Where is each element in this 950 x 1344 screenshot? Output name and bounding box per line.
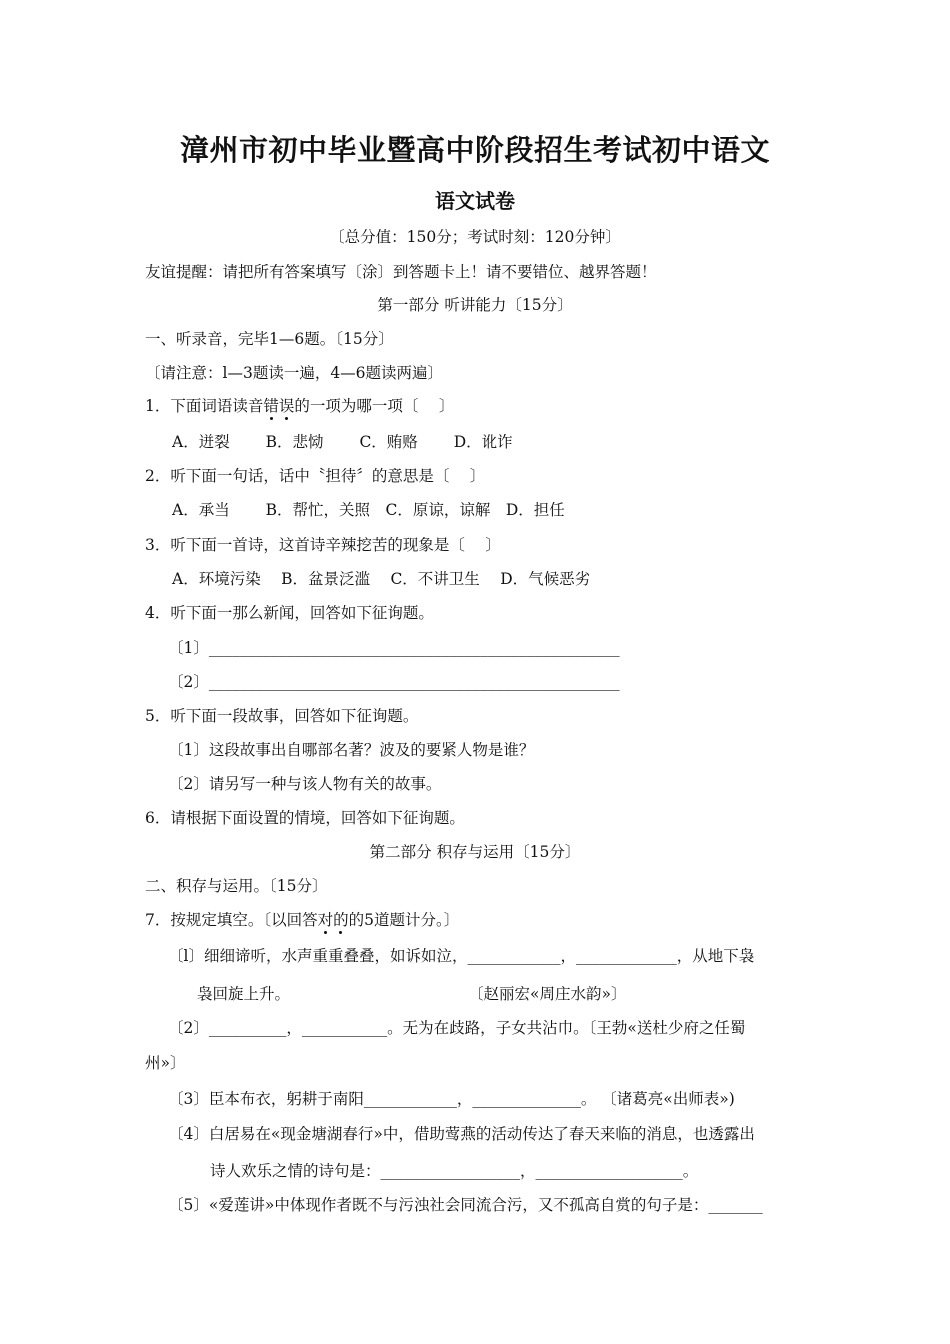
q7-item1-line1: 〔l〕细细谛听，水声重重叠叠，如诉如泣，____________，_____________，从地下袅 (168, 947, 755, 965)
answer-blank-line: 〔1〕_____________________________________________________ (168, 639, 620, 657)
q7-item4-line1: 〔4〕白居易在«现金塘湖春行»中，借助莺燕的活动传达了春天来临的消息，也透露出 (168, 1125, 755, 1143)
question-7-prefix: 7．按规定填空。〔以回答 (145, 911, 318, 929)
question-6-stem: 6．请根据下面设置的情境，回答如下征询题。 (145, 809, 465, 827)
question-5-stem: 5．听下面一段故事，回答如下征询题。 (145, 707, 419, 725)
section2-heading: 二、积存与运用。〔15分〕 (145, 877, 328, 895)
q7-item2-line1: 〔2〕__________，___________。无为在歧路，子女共沾巾。〔王勃«送杜少府之任蜀 (168, 1019, 746, 1037)
exam-subtitle: 语文试卷 (435, 189, 515, 213)
question-5-sub2: 〔2〕请另写一种与该人物有关的故事。 (168, 775, 442, 793)
question-2-stem: 2．听下面一句话，话中〝担待〞的意思是〔 〕 (145, 467, 486, 485)
question-1-suffix: 的一项为哪一项〔 〕 (294, 397, 455, 415)
part1-heading: 第一部分 听讲能力〔15分〕 (377, 296, 573, 314)
q7-item1-source: 〔赵丽宏«周庄水韵»〕 (468, 985, 627, 1003)
question-1-stem (145, 396, 454, 416)
emphasis-char: 对 (317, 911, 334, 929)
q7-item5: 〔5〕«爱莲讲»中体现作者既不与污浊社会同流合污，又不孤高自赏的句子是：_______ (168, 1196, 763, 1214)
question-7-suffix: 的5道题计分。〕 (348, 911, 460, 929)
answer-blank-line: 〔2〕_____________________________________________________ (168, 673, 620, 691)
section1-note: 〔请注意：l—3题读一遍，4—6题读两遍〕 (145, 364, 444, 382)
q7-item3: 〔3〕臣本布衣，躬耕于南阳____________，______________。 〔诸葛亮«出师表») (168, 1090, 735, 1108)
q7-item2-line2: 州»〕 (145, 1054, 186, 1072)
question-2-options: A．承当 B．帮忙，关照 C．原谅，谅解 D．担任 (172, 501, 565, 519)
section1-heading: 一、听录音，完毕1—6题。〔15分〕 (145, 330, 394, 348)
question-7-stem (145, 910, 459, 930)
question-3-options: A．环境污染 B．盆景泛滥 C．不讲卫生 D．气候恶劣 (172, 570, 591, 588)
emphasis-char: 误 (278, 397, 295, 415)
part2-heading: 第二部分 积存与运用〔15分〕 (369, 843, 581, 861)
question-5-sub1: 〔1〕这段故事出自哪部名著？波及的要紧人物是谁？ (168, 741, 535, 759)
emphasis-char: 错 (263, 397, 279, 415)
q7-item1-line2: 袅回旋上升。 (197, 985, 291, 1003)
question-1-options: A．迸裂 B．悲恸 C．贿赂 D．讹诈 (172, 433, 513, 451)
question-1-prefix: 1．下面词语读音 (145, 397, 264, 415)
reminder: 友谊提醒：请把所有答案填写〔涂〕到答题卡上！请不要错位、越界答题！ (145, 263, 657, 281)
question-4-stem: 4．听下面一那么新闻，回答如下征询题。 (145, 604, 434, 622)
emphasis-char: 的 (333, 911, 349, 929)
score-info: 〔总分值：150分；考试时刻：120分钟〕 (329, 228, 621, 246)
question-3-stem: 3．听下面一首诗，这首诗辛辣挖苦的现象是〔 〕 (145, 536, 501, 554)
exam-title: 漳州市初中毕业暨高中阶段招生考试初中语文 (179, 133, 770, 167)
q7-item4-line2: 诗人欢乐之情的诗句是：__________________，___________________。 (210, 1162, 699, 1180)
